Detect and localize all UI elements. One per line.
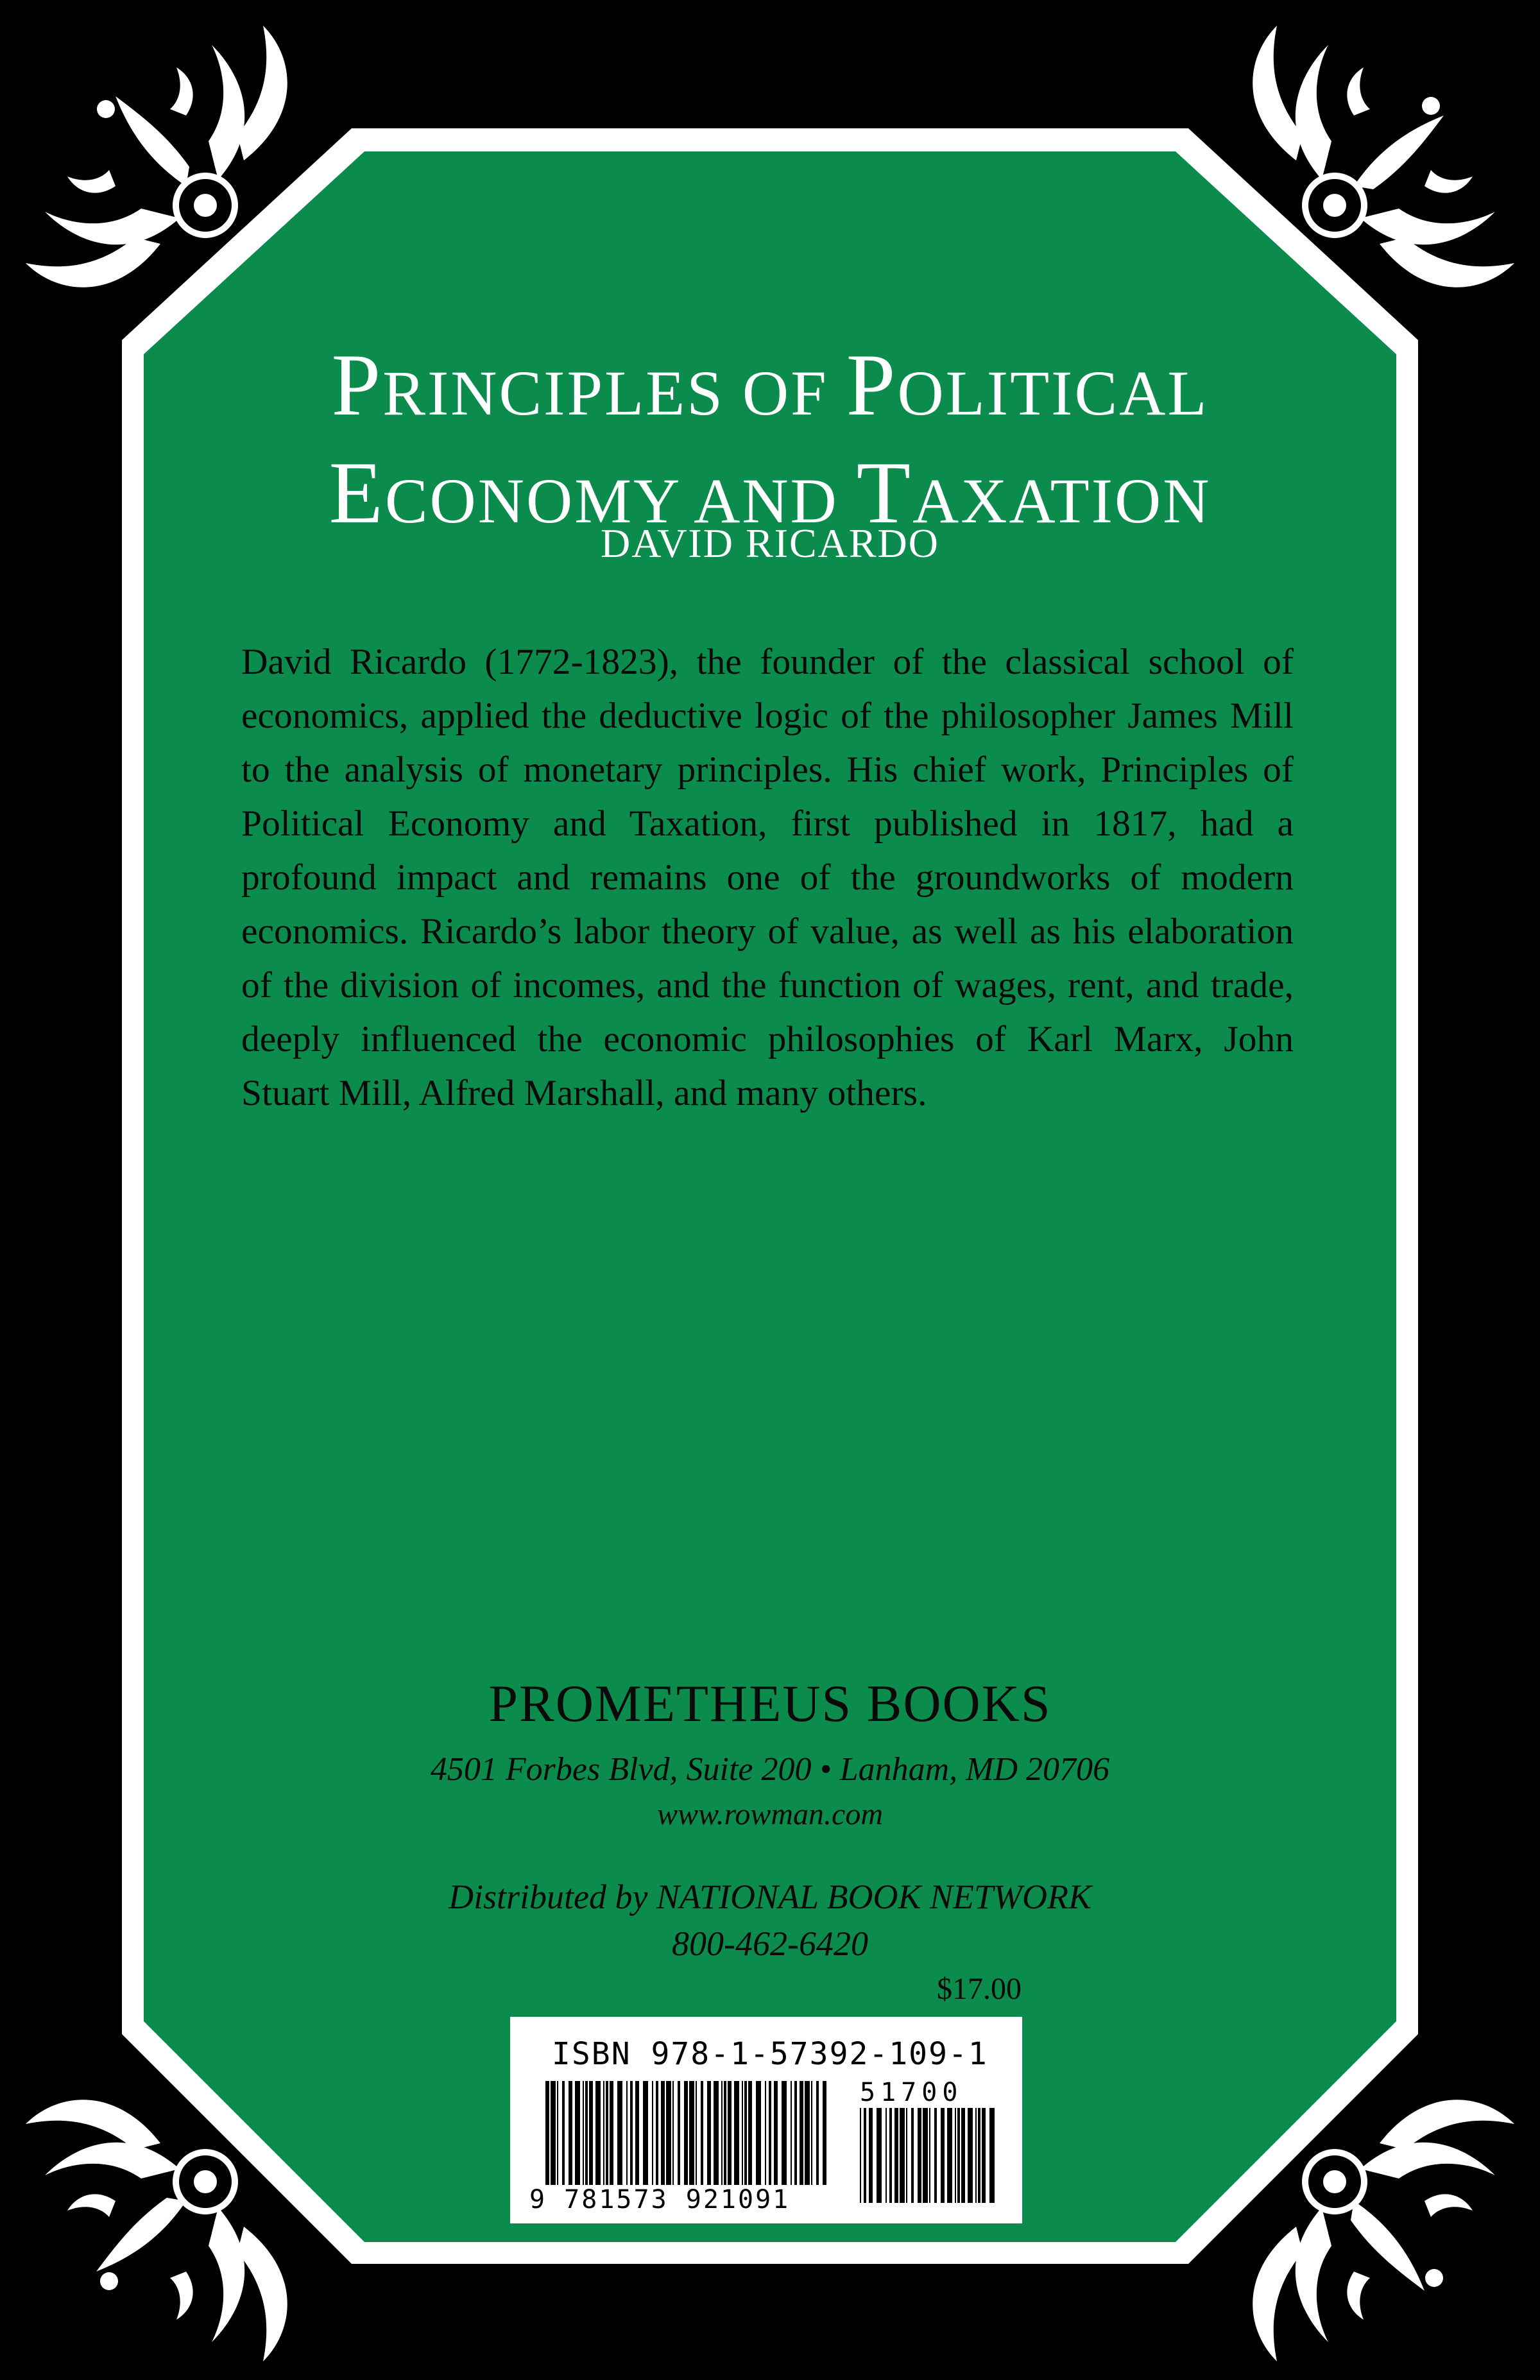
title-small-caps: AXATION bbox=[912, 465, 1211, 536]
barcode-bar bbox=[696, 2081, 697, 2185]
publisher-name: PROMETHEUS BOOKS bbox=[488, 1674, 1052, 1733]
publisher-website: www.rowman.com bbox=[656, 1797, 884, 1831]
barcode-bar bbox=[791, 2081, 792, 2185]
barcode-bar bbox=[805, 2081, 810, 2185]
barcode-bar bbox=[585, 2081, 588, 2185]
barcode-bar bbox=[929, 2108, 930, 2203]
barcode-bar bbox=[661, 2081, 665, 2185]
barcode-bar bbox=[724, 2081, 726, 2185]
barcode-bar bbox=[721, 2081, 723, 2185]
barcode-bar bbox=[569, 2081, 572, 2185]
isbn-text: ISBN 978-1-57392-109-1 bbox=[552, 2036, 988, 2072]
barcode-bar bbox=[941, 2108, 945, 2203]
barcode-bar bbox=[748, 2081, 752, 2185]
barcode-bar bbox=[595, 2081, 601, 2185]
barcode-panel bbox=[510, 2017, 1022, 2223]
barcode-bar bbox=[678, 2081, 680, 2185]
barcode-bar bbox=[603, 2081, 604, 2185]
barcode-bar bbox=[961, 2108, 965, 2203]
barcode-bar bbox=[869, 2108, 873, 2203]
barcode-bar bbox=[545, 2081, 549, 2185]
barcode-bar bbox=[656, 2081, 658, 2185]
barcode-bar bbox=[742, 2081, 743, 2185]
barcode-bar bbox=[782, 2081, 787, 2185]
barcode-bar bbox=[774, 2081, 778, 2185]
author-name: DAVID RICARDO bbox=[601, 520, 939, 566]
barcode-bar bbox=[606, 2081, 608, 2185]
distributor-line: Distributed by NATIONAL BOOK NETWORK bbox=[448, 1878, 1092, 1916]
barcode-bar bbox=[734, 2081, 739, 2185]
barcode-bar bbox=[666, 2081, 671, 2185]
barcode-bar bbox=[794, 2081, 797, 2185]
barcode-bar bbox=[756, 2081, 761, 2185]
barcode-bar bbox=[816, 2081, 819, 2185]
book-title-line-1 bbox=[193, 335, 1348, 443]
barcode-bar bbox=[583, 2081, 584, 2185]
barcode-bar bbox=[643, 2081, 648, 2185]
barcode-bar bbox=[589, 2081, 593, 2185]
barcode-bar bbox=[894, 2108, 898, 2203]
barcode-bar bbox=[957, 2108, 960, 2203]
barcode-bar bbox=[652, 2081, 653, 2185]
book-title bbox=[193, 335, 1348, 551]
barcode-bar bbox=[630, 2081, 633, 2185]
barcode-bar bbox=[886, 2108, 887, 2203]
barcode-bar bbox=[955, 2108, 956, 2203]
barcode-bar bbox=[769, 2081, 771, 2185]
barcode-bar bbox=[877, 2108, 882, 2203]
barcode-bar bbox=[728, 2081, 732, 2185]
barcode-bar bbox=[635, 2081, 639, 2185]
barcode-bar bbox=[557, 2081, 558, 2185]
barcode-bar bbox=[982, 2108, 986, 2203]
barcode-bar bbox=[672, 2081, 674, 2185]
barcode-bar bbox=[765, 2081, 766, 2185]
title-initial: P bbox=[331, 336, 383, 434]
title-initial: P bbox=[846, 336, 898, 434]
barcode-bar bbox=[684, 2081, 688, 2185]
barcode-bar bbox=[934, 2108, 937, 2203]
title-small-caps: OLITICAL bbox=[897, 357, 1209, 429]
barcode-bar bbox=[900, 2108, 905, 2203]
publisher-address: 4501 Forbes Blvd, Suite 200 • Lanham, MD 20706 bbox=[430, 1751, 1110, 1788]
barcode-bar bbox=[906, 2108, 907, 2203]
barcode-bar bbox=[918, 2108, 921, 2203]
barcode-bar bbox=[617, 2081, 622, 2185]
barcode-bar bbox=[923, 2108, 928, 2203]
distributor-phone: 800-462-6420 bbox=[672, 1924, 868, 1963]
barcode-bar bbox=[947, 2108, 952, 2203]
barcode-bar bbox=[701, 2081, 703, 2185]
barcode-bar bbox=[562, 2081, 565, 2185]
barcode-bar bbox=[800, 2081, 803, 2185]
barcode-bar bbox=[975, 2108, 977, 2203]
barcode-bar bbox=[860, 2108, 861, 2203]
barcode-bar bbox=[744, 2081, 747, 2185]
title-small-caps: CONOMY AND bbox=[384, 465, 857, 536]
barcode-bar bbox=[626, 2081, 628, 2185]
title-initial: T bbox=[856, 443, 913, 542]
book-description: David Ricardo (1772-1823), the founder of the classical school of economics, applied the deductive logic of the philosopher James Mill to the analysis of monetary principles. His chief work, Principles of Political Economy and Taxation, first published in 1817, had a profound impact and remains one of the groundworks of modern economics. Ricardo’s labor theory of value, as well as his elaboration of the division of incomes, and the function of wages, rent, and trade, deeply influenced the economic philosophies of Karl Marx, John Stuart Mill, Alfred Marshall, and many others. bbox=[241, 642, 1294, 1113]
title-initial: E bbox=[329, 443, 385, 542]
barcode-bar bbox=[864, 2108, 866, 2203]
barcode-bar bbox=[989, 2108, 995, 2203]
barcode-bar bbox=[811, 2081, 812, 2185]
barcode-bar bbox=[610, 2081, 613, 2185]
barcode-bar bbox=[575, 2081, 580, 2185]
price-label: $17.00 bbox=[937, 1972, 1022, 2006]
barcode-bar bbox=[823, 2081, 826, 2185]
barcode-bar bbox=[689, 2081, 694, 2185]
barcode-digits-text: 9 781573 921091 bbox=[529, 2185, 791, 2214]
title-small-caps: RINCIPLES OF bbox=[382, 357, 846, 429]
barcode-bar bbox=[551, 2081, 556, 2185]
barcode-bar bbox=[911, 2108, 914, 2203]
barcode-bar bbox=[968, 2108, 973, 2203]
barcode-bar bbox=[714, 2081, 719, 2185]
barcode-bar bbox=[978, 2108, 980, 2203]
barcode-bar bbox=[707, 2081, 711, 2185]
price-code-text: 51700 bbox=[860, 2078, 963, 2107]
barcode-bar bbox=[889, 2108, 892, 2203]
